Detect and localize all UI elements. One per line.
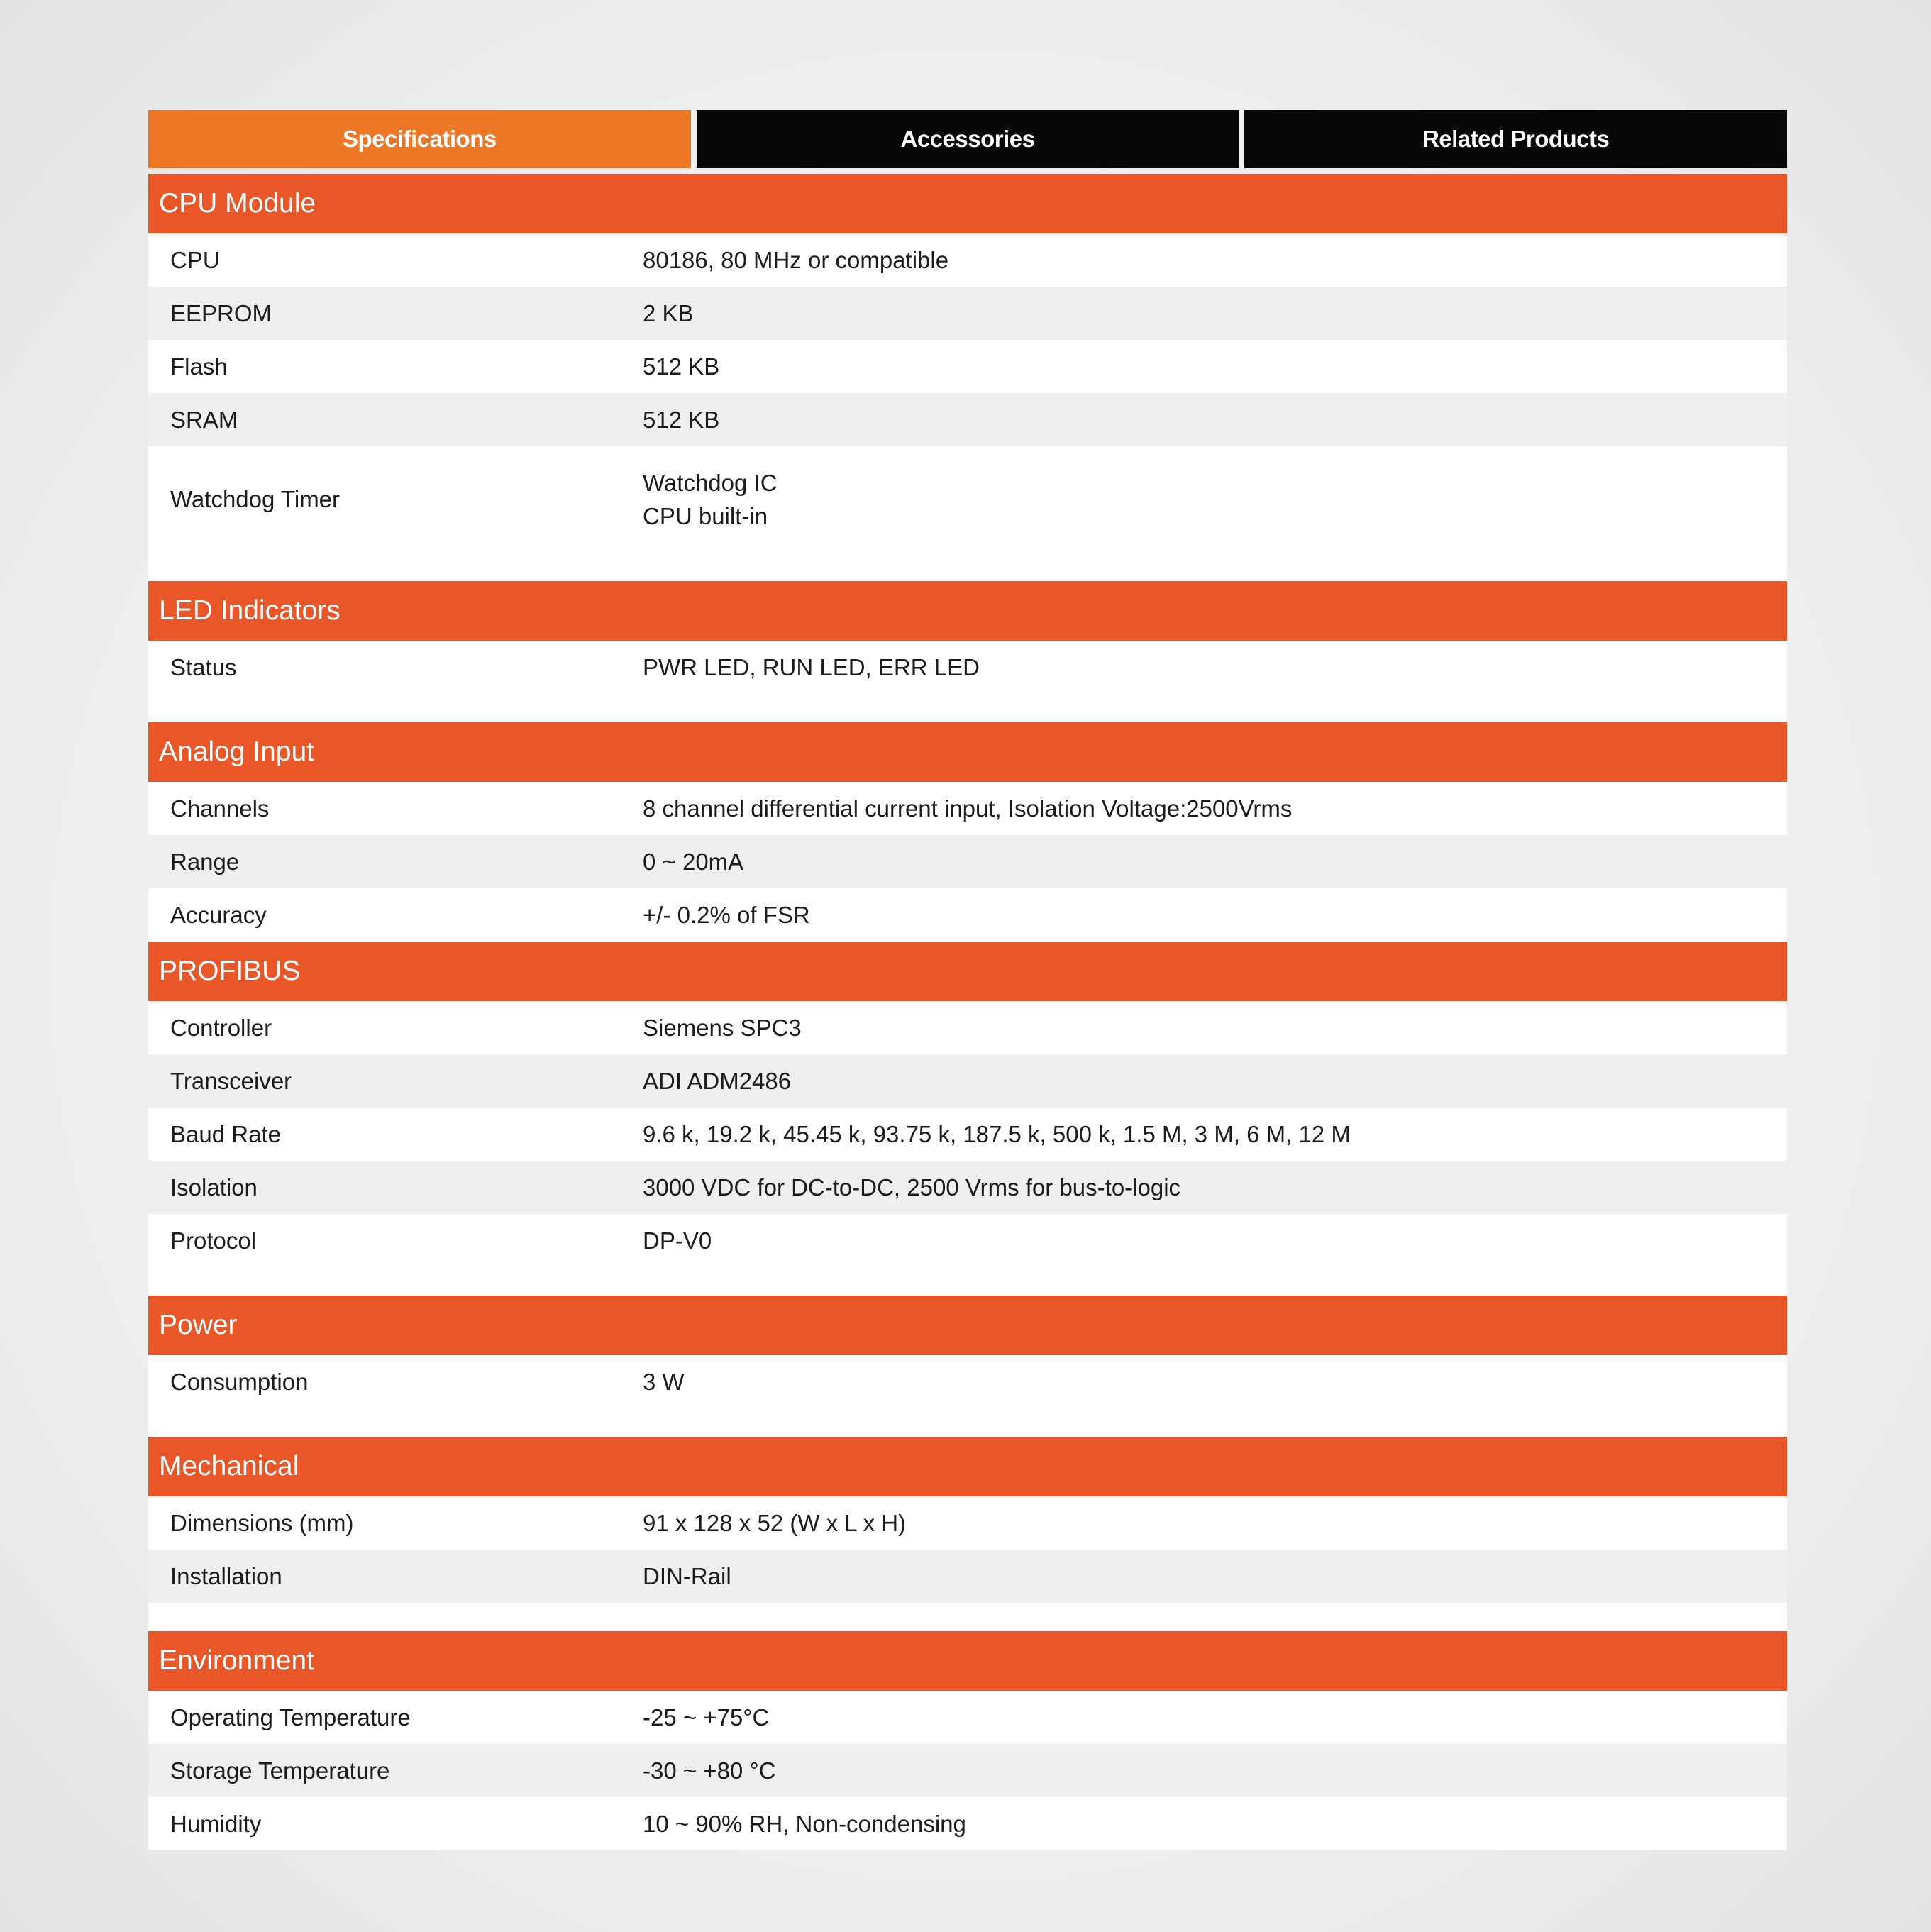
spec-section	[148, 1437, 1787, 1631]
section-spacer	[148, 1408, 1787, 1437]
spec-row	[148, 393, 1787, 446]
spec-rows	[148, 641, 1787, 694]
section-title: Power	[148, 1296, 1787, 1355]
spec-value-line: -25 ~ +75°C	[643, 1704, 770, 1730]
spec-label: EEPROM	[170, 299, 272, 326]
spec-rows	[148, 782, 1787, 942]
spec-label: Consumption	[170, 1368, 309, 1395]
spec-value-line: 512 KB	[643, 407, 720, 433]
spec-value	[621, 1555, 1787, 1597]
spec-row	[148, 1797, 1787, 1850]
spec-value-line: DIN-Rail	[643, 1563, 731, 1589]
spec-value-line: 8 channel differential current input, Isolation Voltage:2500Vrms	[643, 795, 1293, 822]
spec-row	[148, 1496, 1787, 1550]
tab-related-products[interactable]: Related Products	[1244, 110, 1787, 168]
spec-row	[148, 233, 1787, 287]
spec-row	[148, 641, 1787, 694]
spec-value	[621, 646, 1787, 688]
spec-value-line: 3000 VDC for DC-to-DC, 2500 Vrms for bus-to-logic	[643, 1174, 1181, 1200]
spec-label: Isolation	[170, 1174, 258, 1200]
section-title: LED Indicators	[148, 581, 1787, 641]
spec-value	[621, 1060, 1787, 1102]
spec-label: SRAM	[170, 406, 238, 433]
spec-label: Humidity	[170, 1810, 262, 1837]
spec-value-line: 91 x 128 x 52 (W x L x H)	[643, 1510, 907, 1536]
spec-value-line: PWR LED, RUN LED, ERR LED	[643, 654, 980, 680]
spec-rows	[148, 1355, 1787, 1408]
spec-label: Protocol	[170, 1227, 257, 1254]
spec-value	[621, 1502, 1787, 1544]
spec-value	[621, 1113, 1787, 1155]
spec-row	[148, 835, 1787, 888]
spec-value	[621, 292, 1787, 334]
spec-label: Watchdog Timer	[170, 486, 341, 512]
section-title: Analog Input	[148, 722, 1787, 782]
spec-value-line: DP-V0	[643, 1227, 712, 1254]
spec-row	[148, 1355, 1787, 1408]
spec-row	[148, 446, 1787, 553]
spec-value-line: Siemens SPC3	[643, 1015, 802, 1041]
spec-value-line: 9.6 k, 19.2 k, 45.45 k, 93.75 k, 187.5 k, 500 k, 1.5 M, 3 M, 6 M, 12 M	[643, 1121, 1351, 1147]
spec-section	[148, 1296, 1787, 1437]
spec-value-line: Watchdog IC	[643, 470, 778, 496]
spec-row	[148, 782, 1787, 835]
spec-value-line: 3 W	[643, 1369, 685, 1395]
spec-value-line: 10 ~ 90% RH, Non-condensing	[643, 1811, 966, 1837]
tab-bar	[148, 110, 1787, 168]
spec-label: Baud Rate	[170, 1120, 281, 1147]
spec-rows	[148, 1691, 1787, 1850]
spec-row	[148, 1744, 1787, 1797]
spec-row	[148, 1691, 1787, 1744]
spec-row	[148, 1550, 1787, 1603]
spec-value	[621, 1750, 1787, 1792]
section-spacer	[148, 553, 1787, 581]
spec-value	[621, 346, 1787, 387]
spec-label: Range	[170, 848, 240, 875]
spec-value	[621, 788, 1787, 829]
tab-accessories[interactable]: Accessories	[697, 110, 1239, 168]
spec-row	[148, 1054, 1787, 1108]
spec-value-line: 0 ~ 20mA	[643, 849, 744, 875]
section-spacer	[148, 694, 1787, 722]
spec-sections	[148, 174, 1787, 1850]
spec-row	[148, 287, 1787, 340]
spec-label: Storage Temperature	[170, 1757, 390, 1784]
spec-section	[148, 722, 1787, 942]
spec-value	[621, 239, 1787, 281]
spec-label: Dimensions (mm)	[170, 1509, 354, 1536]
spec-row	[148, 340, 1787, 393]
spec-rows	[148, 233, 1787, 553]
section-title: Mechanical	[148, 1437, 1787, 1496]
spec-label: Transceiver	[170, 1067, 292, 1094]
spec-label: Controller	[170, 1014, 272, 1041]
section-title: PROFIBUS	[148, 942, 1787, 1001]
spec-section	[148, 174, 1787, 581]
spec-rows	[148, 1496, 1787, 1603]
spec-row	[148, 1108, 1787, 1161]
tab-specifications[interactable]: Specifications	[148, 110, 691, 168]
section-spacer	[148, 1267, 1787, 1296]
spec-section	[148, 1631, 1787, 1850]
spec-value-line: +/- 0.2% of FSR	[643, 902, 810, 928]
spec-value	[621, 894, 1787, 936]
spec-value-line: 2 KB	[643, 300, 694, 326]
spec-value	[621, 1166, 1787, 1208]
spec-value	[621, 1007, 1787, 1049]
spec-value	[621, 1220, 1787, 1262]
spec-row	[148, 1001, 1787, 1054]
spec-value	[621, 462, 1787, 537]
spec-label: Accuracy	[170, 901, 267, 928]
spec-label: Status	[170, 653, 237, 680]
spec-value-line: ADI ADM2486	[643, 1068, 792, 1094]
spec-value	[621, 399, 1787, 441]
spec-label: Channels	[170, 795, 270, 822]
spec-value	[621, 1696, 1787, 1738]
spec-value	[621, 1361, 1787, 1403]
spec-label: Operating Temperature	[170, 1704, 411, 1730]
spec-value	[621, 1803, 1787, 1845]
spec-sheet	[148, 110, 1787, 1850]
spec-row	[148, 1214, 1787, 1267]
spec-section	[148, 581, 1787, 722]
section-spacer	[148, 1603, 1787, 1631]
spec-row	[148, 888, 1787, 942]
spec-row	[148, 1161, 1787, 1214]
spec-value	[621, 841, 1787, 883]
spec-value-line: -30 ~ +80 °C	[643, 1757, 776, 1784]
spec-label: Flash	[170, 353, 228, 380]
spec-label: Installation	[170, 1562, 282, 1589]
spec-rows	[148, 1001, 1787, 1267]
spec-label: CPU	[170, 246, 220, 273]
spec-value-line: CPU built-in	[643, 503, 768, 529]
spec-section	[148, 942, 1787, 1296]
section-title: Environment	[148, 1631, 1787, 1691]
section-title: CPU Module	[148, 174, 1787, 233]
spec-value-line: 512 KB	[643, 353, 720, 380]
spec-value-line: 80186, 80 MHz or compatible	[643, 247, 949, 273]
